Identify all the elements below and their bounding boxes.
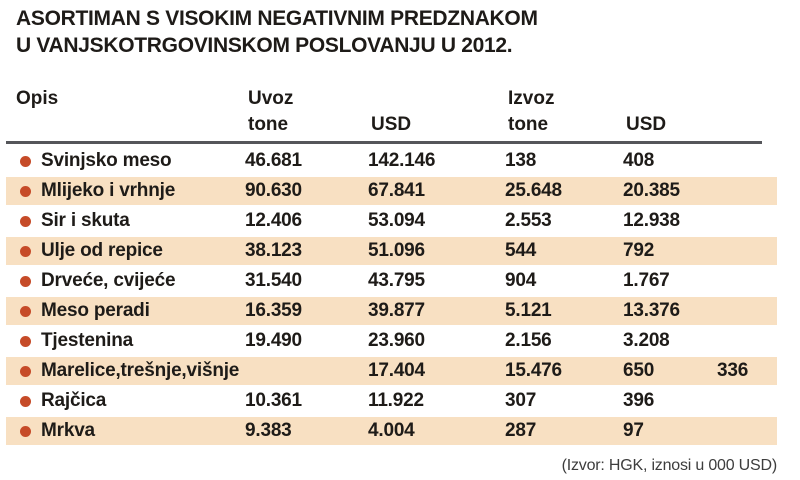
izvoz-usd-value: 408 <box>623 150 655 171</box>
row-label-cell <box>6 300 245 322</box>
page-title-line1: ASORTIMAN S VISOKIM NEGATIVNIM PREDZNAKOM <box>16 7 538 30</box>
row-label: Rajčica <box>41 390 107 411</box>
row-label: Svinjsko meso <box>41 150 172 171</box>
row-label: Mrkva <box>41 420 95 441</box>
row-label-cell <box>6 330 245 352</box>
uvoz-tone-value: 9.383 <box>245 420 292 441</box>
uvoz-tone-value: 90.630 <box>245 180 302 201</box>
row-label-cell <box>6 390 245 412</box>
row-label-cell <box>6 270 245 292</box>
uvoz-usd-value: 23.960 <box>368 330 425 351</box>
table-body <box>6 146 777 446</box>
bullet-icon <box>20 276 31 287</box>
izvoz-tone-value: 2.156 <box>505 330 552 351</box>
table-row <box>6 326 777 356</box>
uvoz-usd-value: 142.146 <box>368 150 436 171</box>
bullet-icon <box>20 216 31 227</box>
row-label-cell <box>6 420 245 442</box>
uvoz-tone-value: 17.404 <box>368 360 425 381</box>
uvoz-tone-value: 16.359 <box>245 300 302 321</box>
izvoz-usd-value: 3.208 <box>623 330 670 351</box>
table-row <box>6 206 777 236</box>
uvoz-usd-value: 43.795 <box>368 270 425 291</box>
page-title-line2: U VANJSKOTRGOVINSKOM POSLOVANJU U 2012. <box>16 34 513 57</box>
izvoz-tone-value: 307 <box>505 390 537 411</box>
row-label-cell <box>6 240 245 262</box>
column-header-uvoz-usd: USD <box>371 114 412 135</box>
uvoz-usd-value: 11.922 <box>368 390 424 411</box>
izvoz-usd-value: 396 <box>623 390 655 411</box>
uvoz-usd-value: 53.094 <box>368 210 425 231</box>
bullet-icon <box>20 396 31 407</box>
table-row <box>6 266 777 296</box>
uvoz-tone-value: 19.490 <box>245 330 302 351</box>
izvoz-tone-value: 650 <box>623 360 655 381</box>
header-divider <box>6 141 762 144</box>
uvoz-tone-value: 46.681 <box>245 150 302 171</box>
uvoz-usd-value: 39.877 <box>368 300 425 321</box>
column-header-uvoz-tone: Uvoz tone <box>248 88 294 135</box>
uvoz-tone-value: 31.540 <box>245 270 302 291</box>
table-header-row <box>6 86 777 138</box>
uvoz-tone-value: 38.123 <box>245 240 302 261</box>
izvoz-tone-value: 287 <box>505 420 537 441</box>
row-label: Meso peradi <box>41 300 150 321</box>
table-row <box>6 146 777 176</box>
izvoz-tone-value: 2.553 <box>505 210 552 231</box>
table-row <box>6 356 777 386</box>
uvoz-usd-value: 15.476 <box>505 360 562 381</box>
izvoz-usd-value: 792 <box>623 240 655 261</box>
izvoz-tone-value: 138 <box>505 150 537 171</box>
column-header-izvoz-usd: USD <box>626 114 667 135</box>
row-label-cell <box>6 210 245 232</box>
uvoz-tone-value: 10.361 <box>245 390 302 411</box>
bullet-icon <box>20 426 31 437</box>
uvoz-usd-value: 51.096 <box>368 240 425 261</box>
source-note: (Izvor: HGK, iznosi u 000 USD) <box>561 457 777 474</box>
row-label-cell <box>6 180 245 202</box>
izvoz-usd-value: 1.767 <box>623 270 670 291</box>
page-title <box>16 5 538 59</box>
table-row <box>6 236 777 266</box>
row-label: Mlijeko i vrhnje <box>41 180 176 201</box>
uvoz-usd-value: 4.004 <box>368 420 415 441</box>
table-row <box>6 176 777 206</box>
uvoz-usd-value: 67.841 <box>368 180 425 201</box>
uvoz-tone-value: 12.406 <box>245 210 302 231</box>
row-label: Sir i skuta <box>41 210 130 231</box>
izvoz-tone-value: 5.121 <box>505 300 552 321</box>
bullet-icon <box>20 366 31 377</box>
bullet-icon <box>20 336 31 347</box>
table-row <box>6 416 777 446</box>
column-header-izvoz-tone: Izvoz tone <box>508 88 555 135</box>
izvoz-tone-value: 25.648 <box>505 180 562 201</box>
row-label: Ulje od repice <box>41 240 163 261</box>
bullet-icon <box>20 186 31 197</box>
bullet-icon <box>20 306 31 317</box>
izvoz-usd-value: 97 <box>623 420 644 441</box>
izvoz-tone-value: 904 <box>505 270 537 291</box>
izvoz-usd-value: 20.385 <box>623 180 680 201</box>
izvoz-usd-value: 336 <box>717 360 749 381</box>
bullet-icon <box>20 246 31 257</box>
column-header-spacer <box>717 86 777 138</box>
table-row <box>6 296 777 326</box>
column-header-opis: Opis <box>16 88 59 109</box>
table-row <box>6 386 777 416</box>
row-label-cell <box>6 360 368 382</box>
row-label-cell <box>6 150 245 172</box>
izvoz-usd-value: 13.376 <box>623 300 680 321</box>
row-label: Tjestenina <box>41 330 133 351</box>
izvoz-tone-value: 544 <box>505 240 537 261</box>
trade-table <box>6 86 777 446</box>
row-label: Marelice,trešnje,višnje <box>41 360 240 381</box>
row-label: Drveće, cvijeće <box>41 270 176 291</box>
bullet-icon <box>20 156 31 167</box>
izvoz-usd-value: 12.938 <box>623 210 680 231</box>
